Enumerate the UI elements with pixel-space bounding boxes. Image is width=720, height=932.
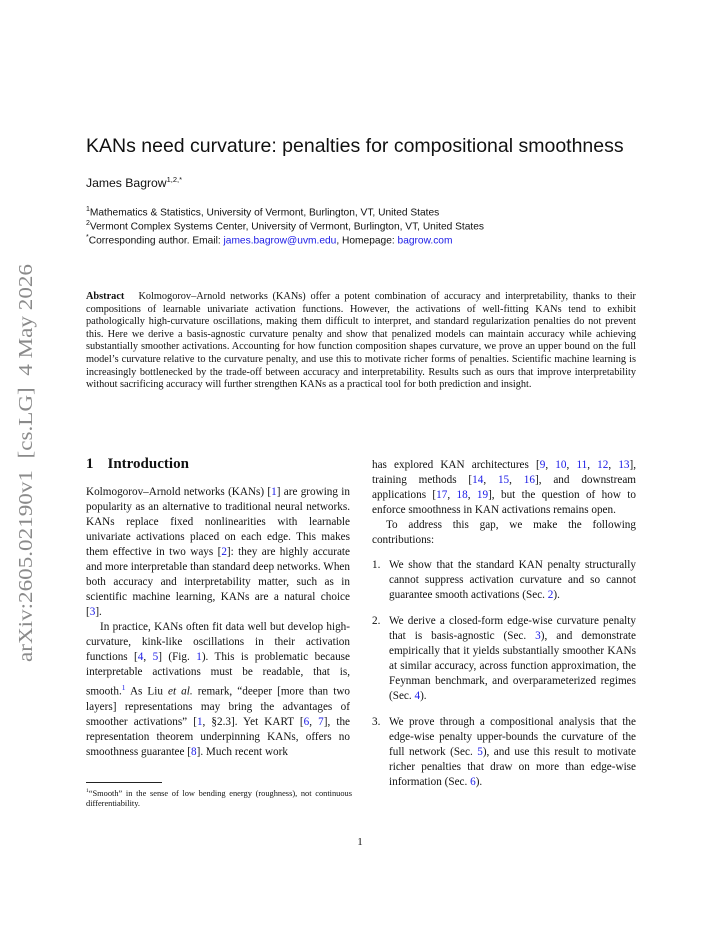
contributions-list [372,558,636,790]
arxiv-stamp-text: arXiv:2605.02190v1 [cs.LG] 4 May 2026 [15,308,37,662]
citation-link[interactable]: 18 [456,489,468,501]
section-link[interactable]: 2 [547,589,554,601]
citation-link[interactable]: 7 [318,715,324,728]
left-column [86,455,350,760]
citation-link[interactable]: 2 [221,546,227,558]
citation-link[interactable]: 17 [436,489,448,501]
contribution-item: 3. We prove through a compositional analysis that the edge-wise penalty upper-bounds the curvature of the full network (Sec. 5), and use this result to motivate richer penalties that draw on more than edge-wise information (Sec. 6). [372,716,636,788]
abstract-label: Abstract [86,291,125,302]
section-number: 1 [86,456,94,472]
ref-list-b: 14, 15, 16 [472,474,535,486]
footnote-rule [86,782,162,783]
paragraph-2: In practice, KANs often fit data well but develop high-curvature, kink-like oscillations in their activation functions [4, 5] (Fig. 1). This is problematic because interpretable activations must be readable, that is, smooth.$^1$ As Liu et al. remark, “deeper [more than two layers] representations may bring the advantages of smoother activations” [1, §2.3]. Yet KART [6, 7], the representation theorem underpinning KANs, offers no smoothness guarantee [8]. Much recent work [86,621,350,758]
paragraph-3: has explored KAN architectures [9, 10, 11, 12, 13], training methods [14, 15, 16], and downstream applications [17, 18, 19], but the question of how to enforce smoothness in KAN activations remains open. [372,459,637,516]
ref-list-a: 9, 10, 11, 12, 13 [539,459,630,471]
affiliation-2: $^2$Vermont Complex Systems Center, University of Vermont, Burlington, VT, United States [86,220,484,233]
footnote-link[interactable]: 1 [121,683,126,692]
author-marks: 1,2,* [166,175,183,184]
citation-link[interactable]: 10 [555,459,567,471]
citation-link[interactable]: 5 [152,651,159,663]
figure-link[interactable]: 1 [196,651,202,663]
citation-link[interactable]: 9 [539,459,546,471]
paper-title: KANs need curvature: penalties for compositional smoothness [86,135,624,157]
citation-link[interactable]: 6 [303,715,310,728]
abstract [86,291,636,392]
author-line [86,175,182,190]
contribution-item: 1. We show that the standard KAN penalty structurally cannot suppress activation curvature and so cannot guarantee smooth activations (Sec. 2). [372,559,636,601]
contribution-item: 2. We derive a closed-form edge-wise curvature penalty that is basis-agnostic (Sec. 3), and demonstrate empirically that it yields substantially smoother KANs at similar accuracy, across function approximation, the Feynman benchmark, and overparameterized regimes (Sec. 4). [372,615,637,702]
citation-link[interactable]: 3 [89,606,96,618]
arxiv-side-stamp [5,262,39,662]
section-link[interactable]: 5 [477,746,483,758]
homepage-link[interactable]: bagrow.com [397,235,453,247]
right-column [372,458,636,801]
citation-link[interactable]: 12 [597,459,609,471]
author-name: James Bagrow [86,176,167,191]
citation-link[interactable]: 19 [476,489,489,501]
citation-link[interactable]: 4 [137,651,144,663]
paragraph-1: Kolmogorov–Arnold networks (KANs) [1] are growing in popularity as an alternative to traditional neural networks. KANs replace fixed nonlinearities with learnable univariate activations placed on each edge. This makes them effective in two ways [2]: they are highly accurate and more interpretable than standard deep networks. When both accuracy and interpretability matter, such as in scientific machine learning, KANs are a natural choice [3]. [86,486,350,618]
citation-link[interactable]: 16 [523,474,535,486]
citation-link[interactable]: 1 [196,715,203,728]
citation-link[interactable]: 15 [497,474,510,486]
section-title: Introduction [107,456,189,472]
citation-link[interactable]: 14 [472,474,484,486]
citation-link[interactable]: 8 [191,745,197,758]
footnote-text: “Smooth” in the sense of low bending energy (roughness), not continuous differentiability. [86,788,352,809]
page-number: 1 [357,836,363,848]
citation-link[interactable]: 1 [271,486,277,498]
abstract-text: Kolmogorov–Arnold networks (KANs) offer a potent combination of accuracy and interpretability, thanks to their compositions of learnable univariate activation functions. However, the activations of well-fitting KANs tend to exhibit pathologically high-curvature oscillations, making them difficult to interpret, and standard regularization penalties do not prevent this. Here we derive a basis-agnostic curvature penalty and show that penalized models can maintain accuracy while achieving substantially smoother activations. Accounting for how function composition shapes curvature, we prove an upper bound on the full model’s curvature relative to the curvature penalty, and use this to motivate richer forms of penalties. Scientific machine learning is increasingly bottlenecked by the trade-off between accuracy and interpretability. Results such as ours that improve interpretability without sacrificing accuracy will further strengthen KANs as a practical tool for both prediction and insight. [86,291,636,391]
footnote [86,786,352,810]
citation-link[interactable]: 13 [618,459,630,471]
section-link[interactable]: 4 [414,690,421,702]
correspondence-line: *Corresponding author. Email: james.bagrow@uvm.edu, Homepage: bagrow.com [86,234,453,247]
section-link[interactable]: 6 [470,776,476,788]
ref-list-c: 17, 18, 19 [436,489,489,501]
footnote-mark: 1 [86,788,89,794]
citation-link[interactable]: 11 [576,459,588,471]
section-link[interactable]: 3 [535,630,541,642]
contributions-lead: To address this gap, we make the following contributions: [372,519,636,546]
email-link[interactable]: james.bagrow@uvm.edu [223,235,337,247]
section-heading [86,455,350,473]
affiliation-1: $^1$Mathematics & Statistics, University of Vermont, Burlington, VT, United States [86,206,440,219]
